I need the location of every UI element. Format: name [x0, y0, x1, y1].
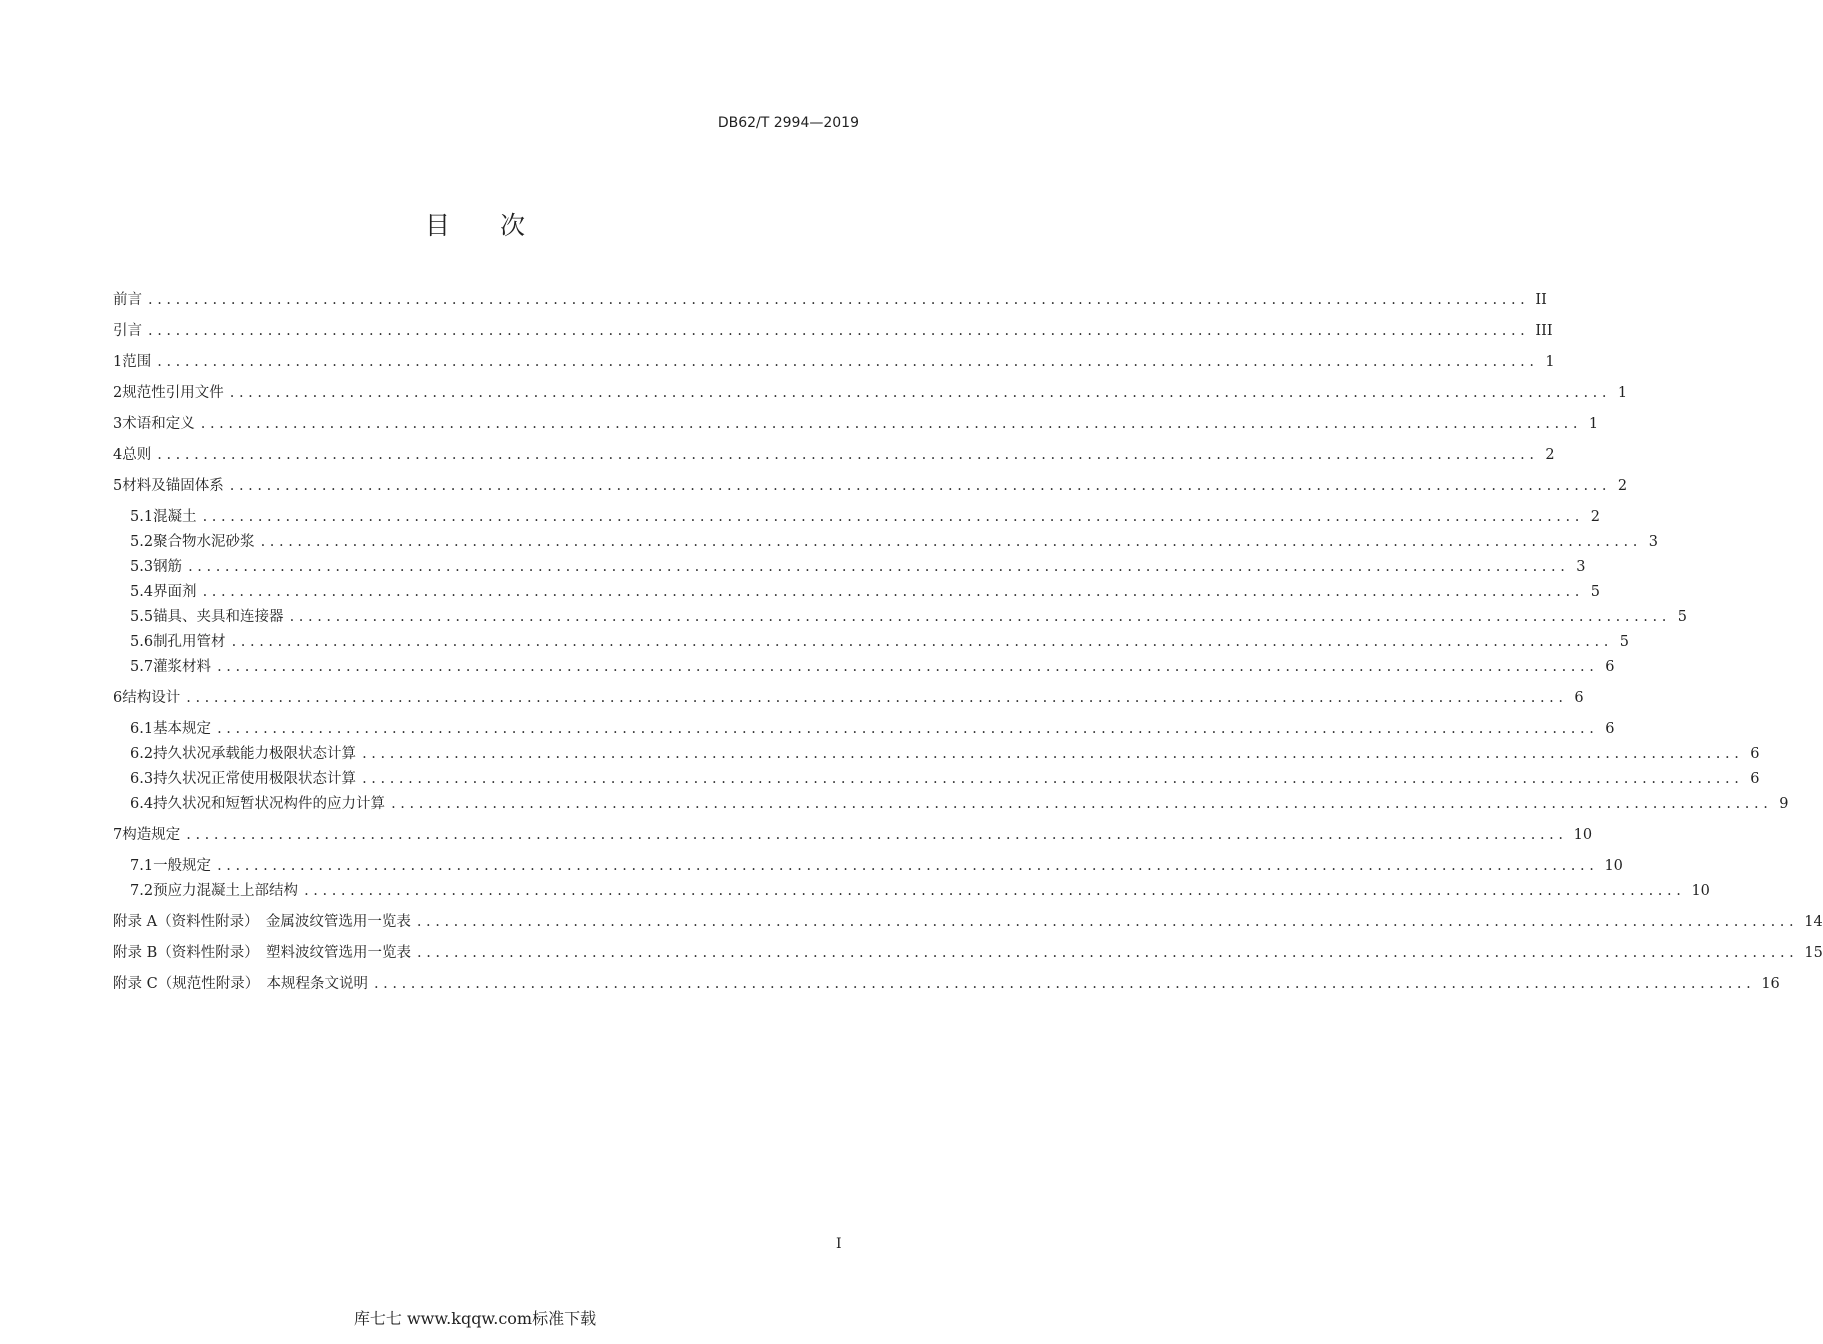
toc-entry[interactable]: [130, 767, 1760, 787]
toc-entry[interactable]: [130, 792, 1789, 812]
dot-leader: ......................................................................................................................................................: [148, 292, 1530, 308]
toc-entry-page: 2: [1617, 478, 1628, 494]
toc-entry-page: 6: [1605, 721, 1615, 737]
toc-entry-title: 持久状况和短暂状况构件的应力计算: [153, 796, 386, 812]
toc-entry-title: 混凝土: [153, 509, 197, 525]
dot-leader: ......................................................................................................................................................: [304, 883, 1686, 899]
toc-entry-title: 附录 B（资料性附录） 塑料波纹管选用一览表: [113, 945, 412, 961]
toc-entry-title: 引言: [113, 323, 142, 339]
toc-entry-page: 2: [1590, 509, 1600, 525]
toc-entry-number: 5: [113, 478, 123, 494]
toc-entry-number: 6.1: [130, 721, 154, 737]
dot-leader: ......................................................................................................................................................: [391, 796, 1773, 812]
toc-entry-number: 5.6: [130, 634, 154, 650]
toc-entry-number: 7.2: [130, 883, 154, 899]
toc-entry-page: 14: [1804, 914, 1823, 930]
toc-entry-title: 界面剂: [153, 584, 197, 600]
toc-entry-number: 6: [113, 690, 123, 706]
toc-entry[interactable]: [113, 823, 1593, 843]
toc-entry-page: 5: [1590, 584, 1600, 600]
dot-leader: ......................................................................................................................................................: [260, 534, 1642, 550]
dot-leader: ......................................................................................................................................................: [200, 416, 1583, 432]
toc-entry-page: 6: [1750, 771, 1760, 787]
toc-entry-page: II: [1535, 292, 1547, 308]
toc-entry-page: 10: [1604, 858, 1623, 874]
toc-entry-title: 持久状况正常使用极限状态计算: [153, 771, 357, 787]
toc-entry-page: III: [1535, 323, 1553, 339]
toc-entry-page: 15: [1804, 945, 1823, 961]
footer-watermark: 库七七 www.kqqw.com标准下载: [353, 1309, 597, 1328]
toc-entry[interactable]: [130, 854, 1623, 874]
toc-entry-number: 7: [113, 827, 123, 843]
toc-entry[interactable]: [113, 941, 1823, 961]
toc-entry-page: 10: [1573, 827, 1593, 843]
toc-entry-page: 5: [1677, 609, 1687, 625]
toc-entry-title: 附录 A（资料性附录） 金属波纹管选用一览表: [113, 914, 411, 930]
dot-leader: ......................................................................................................................................................: [202, 584, 1584, 600]
toc-entry-number: 6.4: [130, 796, 154, 812]
toc-entry-title: 材料及锚固体系: [122, 478, 224, 494]
toc-entry-title: 聚合物水泥砂浆: [153, 534, 255, 550]
toc-entry[interactable]: [113, 972, 1780, 992]
toc-entry-number: 1: [113, 354, 123, 370]
toc-entry[interactable]: [130, 879, 1710, 899]
toc-entry-page: 5: [1619, 634, 1629, 650]
toc-entry-number: 5.2: [130, 534, 154, 550]
toc-entry-page: 6: [1574, 690, 1584, 706]
toc-entry-title: 基本规定: [153, 721, 212, 737]
toc-entry-number: 2: [113, 385, 123, 401]
dot-leader: ......................................................................................................................................................: [188, 559, 1570, 575]
toc-entry[interactable]: [130, 605, 1687, 625]
toc-entry-title: 预应力混凝土上部结构: [153, 883, 299, 899]
standard-code: DB62/T 2994—2019: [717, 115, 859, 131]
toc-entry-page: 2: [1545, 447, 1555, 463]
dot-leader: ......................................................................................................................................................: [148, 323, 1530, 339]
toc-entry[interactable]: [113, 686, 1584, 706]
toc-entry[interactable]: [130, 742, 1760, 762]
toc-entry[interactable]: [113, 381, 1628, 401]
toc-entry[interactable]: [113, 910, 1823, 930]
dot-leader: ......................................................................................................................................................: [417, 945, 1799, 961]
toc-entry[interactable]: [130, 630, 1629, 650]
dot-leader: ......................................................................................................................................................: [416, 914, 1799, 930]
toc-entry-page: 1: [1617, 385, 1628, 401]
toc-entry-page: 10: [1691, 883, 1710, 899]
toc-entry[interactable]: [130, 530, 1658, 550]
dot-leader: ......................................................................................................................................................: [217, 659, 1599, 675]
toc-entry-number: 5.3: [130, 559, 154, 575]
dot-leader: ......................................................................................................................................................: [362, 746, 1744, 762]
toc-entry-page: 1: [1588, 416, 1599, 432]
toc-entry[interactable]: [130, 655, 1615, 675]
dot-leader: ......................................................................................................................................................: [231, 634, 1613, 650]
toc-entry[interactable]: [113, 288, 1547, 308]
toc-entry-title: 灌浆材料: [153, 659, 212, 675]
toc-entry-number: 3: [113, 416, 123, 432]
toc-entry[interactable]: [113, 412, 1599, 432]
toc-entry-title: 制孔用管材: [153, 634, 226, 650]
page-title: 目次: [424, 211, 575, 240]
dot-leader: ......................................................................................................................................................: [157, 447, 1539, 463]
toc-entry-title: 总则: [122, 447, 152, 463]
dot-leader: ......................................................................................................................................................: [186, 827, 1568, 843]
toc-entry-page: 3: [1576, 559, 1586, 575]
dot-leader: ......................................................................................................................................................: [289, 609, 1671, 625]
page-number: I: [836, 1236, 842, 1252]
toc-entry-number: 7.1: [130, 858, 154, 874]
dot-leader: ......................................................................................................................................................: [217, 858, 1599, 874]
dot-leader: ......................................................................................................................................................: [229, 478, 1612, 494]
toc-entry-page: 9: [1779, 796, 1789, 812]
toc-entry-number: 4: [113, 447, 123, 463]
toc-entry-title: 范围: [122, 354, 152, 370]
toc-entry-page: 3: [1648, 534, 1658, 550]
toc-entry-number: 5.1: [130, 509, 154, 525]
toc-entry[interactable]: [130, 505, 1600, 525]
toc-entry-title: 附录 C（规范性附录） 本规程条文说明: [113, 976, 368, 992]
toc-entry[interactable]: [130, 555, 1586, 575]
toc-entry[interactable]: [130, 717, 1615, 737]
toc-entry[interactable]: [113, 319, 1553, 339]
dot-leader: ......................................................................................................................................................: [202, 509, 1584, 525]
toc-entry-page: 16: [1761, 976, 1780, 992]
toc-entry-number: 6.2: [130, 746, 154, 762]
toc-entry-number: 5.4: [130, 584, 154, 600]
toc-entry-title: 术语和定义: [122, 416, 195, 432]
toc-entry-number: 6.3: [130, 771, 154, 787]
dot-leader: ......................................................................................................................................................: [157, 354, 1539, 370]
dot-leader: ......................................................................................................................................................: [362, 771, 1744, 787]
toc-entry-title: 钢筋: [153, 559, 183, 575]
toc-entry-page: 1: [1545, 354, 1555, 370]
toc-entry-number: 5.5: [130, 609, 154, 625]
toc-entry[interactable]: [130, 580, 1600, 600]
toc-entry[interactable]: [113, 443, 1555, 463]
toc-entry-page: 6: [1750, 746, 1760, 762]
toc-entry-title: 锚具、夹具和连接器: [153, 609, 284, 625]
toc-entry[interactable]: [113, 474, 1628, 494]
dot-leader: ......................................................................................................................................................: [217, 721, 1599, 737]
toc-entry-title: 一般规定: [153, 858, 212, 874]
toc-entry[interactable]: [113, 350, 1555, 370]
toc-entry-page: 6: [1605, 659, 1615, 675]
dot-leader: ......................................................................................................................................................: [186, 690, 1568, 706]
toc-entry-title: 结构设计: [122, 690, 181, 706]
toc-entry-title: 持久状况承载能力极限状态计算: [153, 746, 357, 762]
toc-entry-title: 规范性引用文件: [122, 385, 224, 401]
dot-leader: ......................................................................................................................................................: [229, 385, 1612, 401]
toc-entry-title: 构造规定: [122, 827, 181, 843]
toc-entry-number: 5.7: [130, 659, 154, 675]
toc-entry-title: 前言: [113, 292, 142, 308]
dot-leader: ......................................................................................................................................................: [373, 976, 1756, 992]
